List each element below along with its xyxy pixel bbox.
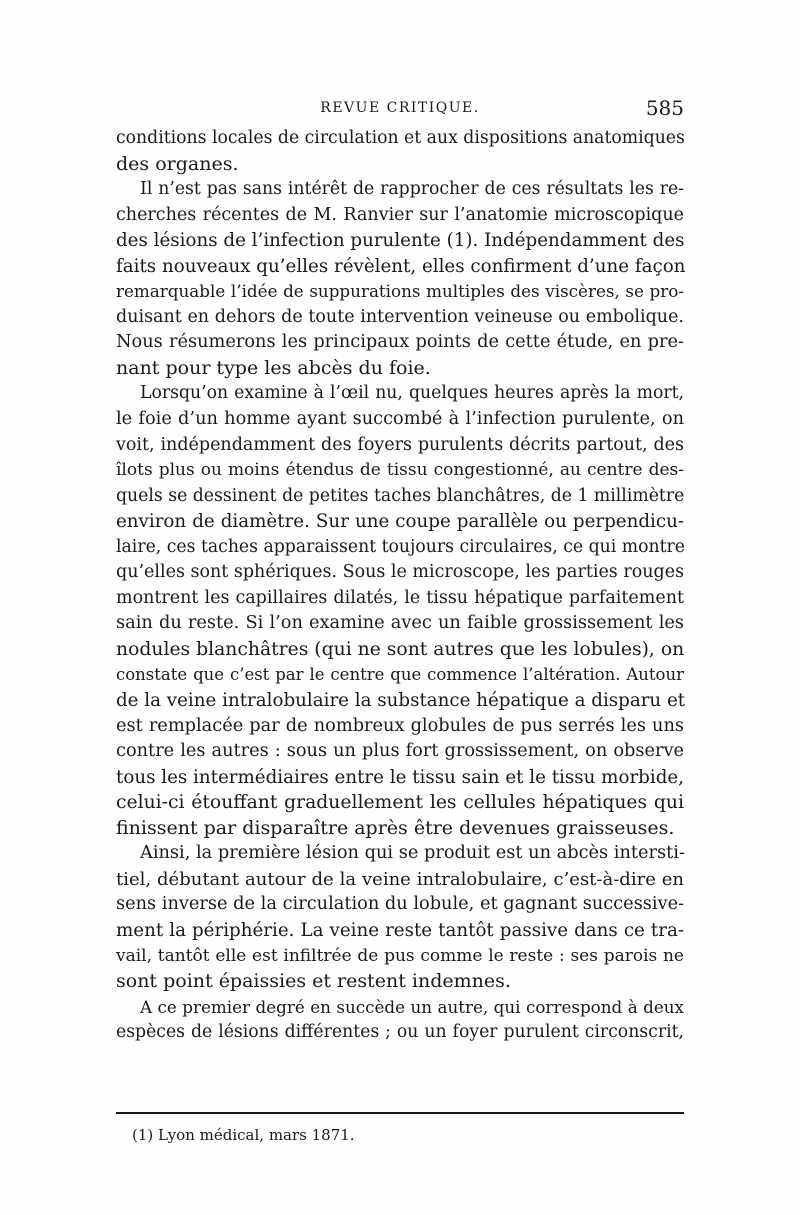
footnote: (1) Lyon médical, mars 1871. [132, 1126, 355, 1144]
text-line: remarquable l’idée de suppurations multiples des viscères, se pro- [116, 281, 684, 302]
text-line: Nous résumerons les principaux points de cette étude, en pre- [116, 332, 684, 353]
text-line: ment la périphérie. La veine reste tantôt passive dans ce tra- [116, 919, 684, 941]
running-title: REVUE CRITIQUE. [320, 100, 480, 116]
text-line: sens inverse de la circulation du lobule, et gagnant successive- [116, 894, 685, 915]
text-line: est remplacée par de nombreux globules de pus serrés les uns [116, 715, 684, 736]
text-line: tiel, débutant autour de la veine intralobulaire, c’est-à-dire en [116, 868, 684, 890]
text-line: qu’elles sont sphériques. Sous le microscope, les parties rouges [116, 562, 685, 583]
text-line: Lorsqu’on examine à l’œil nu, quelques heures après la mort, [140, 383, 684, 404]
text-line: Ainsi, la première lésion qui se produit est un abcès intersti- [140, 843, 685, 864]
text-line: contre les autres : sous un plus fort grossissement, on observe [116, 741, 684, 762]
text-line: celui-ci étouffant graduellement les cellules hépatiques qui [116, 792, 684, 814]
text-line: environ de diamètre. Sur une coupe parallèle ou perpendicu- [116, 511, 684, 533]
text-line: îlots plus ou moins étendus de tissu congestionné, au centre des- [116, 460, 684, 481]
text-line: constate que c’est par le centre que commence l’altération. Autour [116, 665, 684, 685]
text-line: espèces de lésions différentes ; ou un foyer purulent circonscrit, [116, 1022, 684, 1043]
text-line: nodules blanchâtres (qui ne sont autres que les lobules), on [116, 638, 685, 660]
text-line: tous les intermédiaires entre le tissu sain et le tissu morbide, [116, 766, 684, 788]
text-line: sain du reste. Si l’on examine avec un faible grossissement les [116, 613, 684, 634]
text-line: finissent par disparaître après être devenues graisseuses. [116, 816, 675, 839]
text-line: Il n’est pas sans intérêt de rapprocher de ces résultats les re- [140, 179, 684, 200]
text-line: conditions locales de circulation et aux dispositions anatomiques [116, 128, 685, 148]
body-text [116, 126, 684, 1046]
text-line: duisant en dehors de toute intervention veineuse ou embolique. [116, 306, 684, 327]
text-line: faits nouveaux qu’elles révèlent, elles confirment d’une façon [116, 255, 686, 277]
text-line: quels se dessinent de petites taches blanchâtres, de 1 millimètre [116, 485, 685, 506]
text-line: nant pour type les abcès du foie. [116, 356, 431, 379]
text-line: de la veine intralobulaire la substance hépatique a disparu et [116, 690, 686, 712]
text-line: vail, tantôt elle est infiltrée de pus comme le reste : ses parois ne [116, 945, 684, 966]
text-line: laire, ces taches apparaissent toujours circulaires, ce qui montre [116, 536, 685, 557]
text-line: voit, indépendamment des foyers purulents décrits partout, des [116, 434, 684, 455]
text-line: montrent les capillaires dilatés, le tissu hépatique parfaitement [116, 587, 684, 608]
footnote-rule [116, 1112, 684, 1114]
text-line: A ce premier degré en succède un autre, qui correspond à deux [140, 996, 684, 1017]
page-number: 585 [645, 96, 684, 120]
text-line: des organes. [116, 152, 239, 175]
running-head [116, 94, 684, 124]
text-line: le foie d’un homme ayant succombé à l’infection purulente, on [116, 409, 684, 430]
text-line: des lésions de l’infection purulente (1). Indépendamment des [116, 230, 685, 252]
text-line: cherches récentes de M. Ranvier sur l’anatomie microscopique [116, 204, 684, 225]
text-line: sont point épaissies et restent indemnes. [116, 970, 511, 993]
